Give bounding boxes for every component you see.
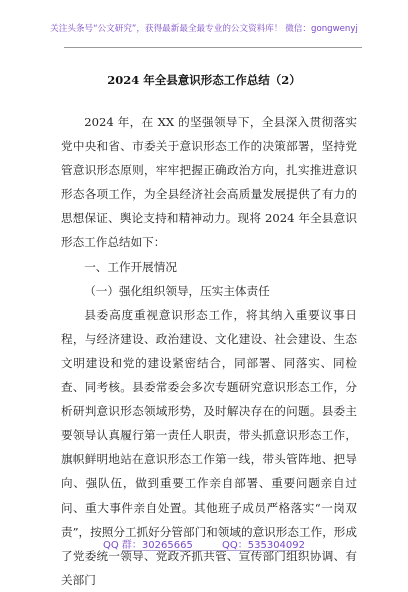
footer-divider [124, 550, 304, 551]
footer-contact [0, 536, 408, 551]
document-title: 2024 年全县意识形态工作总结（2） [107, 73, 301, 87]
footer-qq-group: QQ 群：30265665 [102, 540, 193, 551]
footer-qq-number: QQ：535304092 [222, 540, 306, 551]
section-heading: 一、工作开展情况 [84, 259, 177, 274]
header-promo-note: 关注头条号“公文研究”，获得最新最全最专业的公文资料库！ 微信：gongwenyj [50, 24, 358, 34]
header-divider [64, 47, 362, 48]
subsection-heading: （一）强化组织领导，压实主体责任 [84, 283, 270, 298]
body-paragraph: 县委高度重视意识形态工作，将其纳入重要议事日程，与经济建设、政治建设、文化建设、社会建设、生态文明建设和党的建设紧密结合，同部署、同落实、同检查、同考核。县委常委会多次专题研究意识形态工作，分析研判意识形态领域形势，及时解决存在的问题。县委主要领导认真履行第一责任人职责，带头抓意识形态工作，旗帜鲜明地站在意识形态工作第一线，带头管阵地、把导向、强队伍，做到重要工作亲自部署、重要问题亲自过问、重大事件亲自处置。其他班子成员严格落实“一岗双责”，按照分工抓好分管部门和领域的意识形态工作，形成了党委统一领导、党政齐抓共管、宣传部门组织协调、有关部门 [61, 307, 357, 587]
document-body [61, 110, 357, 592]
intro-paragraph: 2024 年，在 XX 的坚强领导下，全县深入贯彻落实党中央和省、市委关于意识形态工作的决策部署，坚持党管意识形态原则，牢牢把握正确政治方向，扎实推进意识形态各项工作，为全县经济社会高质量发展提供了有力的思想保证、舆论支持和精神动力。现将 2024 年全县意识形态工作总结如下： [61, 115, 357, 250]
